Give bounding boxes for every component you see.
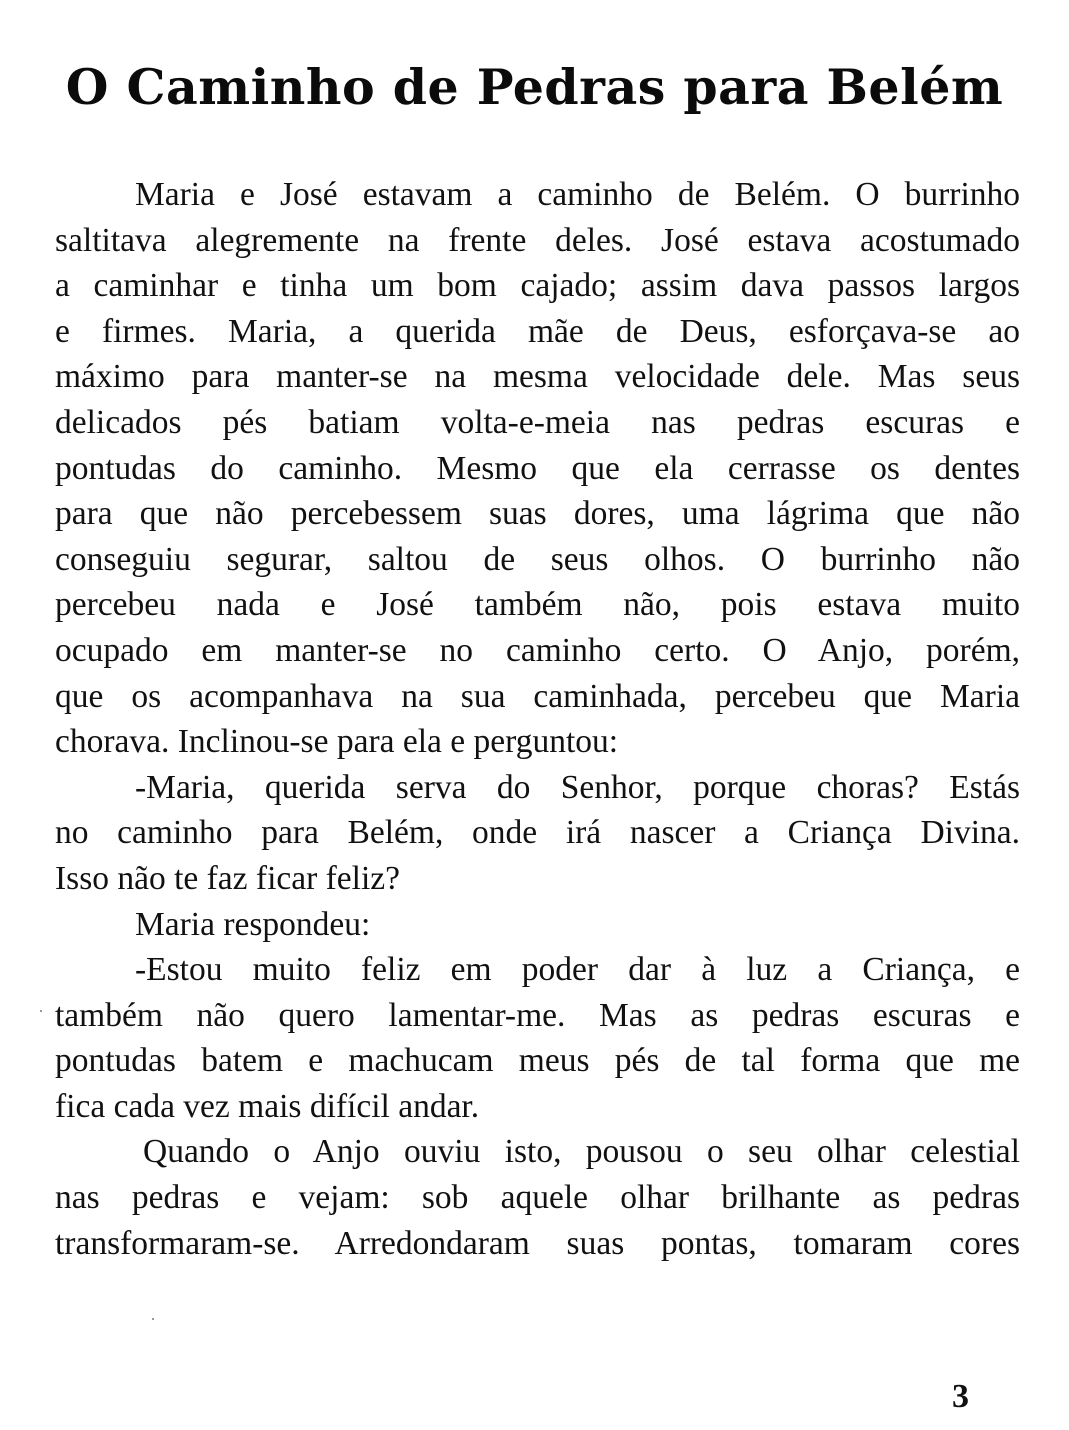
text-line: Isso não te faz ficar feliz?	[55, 859, 401, 897]
text-line: Maria e José estavam a caminho de Belém. O burrinho	[135, 176, 1020, 213]
text-line: a caminhar e tinha um bom cajado; assim dava passos largos	[55, 267, 1020, 305]
text-line: Maria respondeu:	[135, 905, 371, 943]
text-line: saltitava alegremente na frente deles. José estava acostumado	[55, 221, 1020, 259]
text-line: para que não percebessem suas dores, uma lágrima que não	[55, 495, 1020, 533]
scan-speck	[40, 1010, 42, 1012]
text-line: -Maria, querida serva do Senhor, porque choras? Estás	[135, 768, 1020, 806]
page-number: 3	[952, 1378, 969, 1415]
page-title: O Caminho de Pedras para Belém	[65, 58, 1004, 116]
text-line: delicados pés batiam volta-e-meia nas pedras escuras e	[55, 403, 1020, 441]
text-line: e firmes. Maria, a querida mãe de Deus, esforçava-se ao	[55, 312, 1020, 350]
text-line: -Estou muito feliz em poder dar à luz a Criança, e	[135, 951, 1020, 989]
text-line: pontudas batem e machucam meus pés de tal forma que me	[55, 1042, 1020, 1080]
story-text	[55, 172, 1020, 1266]
text-line: ocupado em manter-se no caminho certo. O Anjo, porém,	[55, 631, 1020, 669]
text-line: máximo para manter-se na mesma velocidade dele. Mas seus	[55, 358, 1020, 396]
text-line: fica cada vez mais difícil andar.	[55, 1087, 480, 1125]
scan-speck	[152, 1318, 154, 1320]
text-line: transformaram-se. Arredondaram suas pontas, tomaram cores	[55, 1224, 1020, 1262]
text-line: que os acompanhava na sua caminhada, percebeu que Maria	[55, 677, 1020, 715]
text-line: Quando o Anjo ouviu isto, pousou o seu olhar celestial	[143, 1133, 1020, 1171]
text-line: pontudas do caminho. Mesmo que ela cerrasse os dentes	[55, 449, 1020, 487]
text-line: nas pedras e vejam: sob aquele olhar brilhante as pedras	[55, 1179, 1020, 1217]
text-line: chorava. Inclinou-se para ela e perguntou:	[55, 723, 619, 761]
text-line: conseguiu segurar, saltou de seus olhos. O burrinho não	[55, 540, 1020, 578]
text-line: também não quero lamentar-me. Mas as pedras escuras e	[55, 996, 1020, 1034]
text-line: percebeu nada e José também não, pois estava muito	[55, 586, 1020, 624]
text-line: no caminho para Belém, onde irá nascer a Criança Divina.	[55, 814, 1020, 852]
